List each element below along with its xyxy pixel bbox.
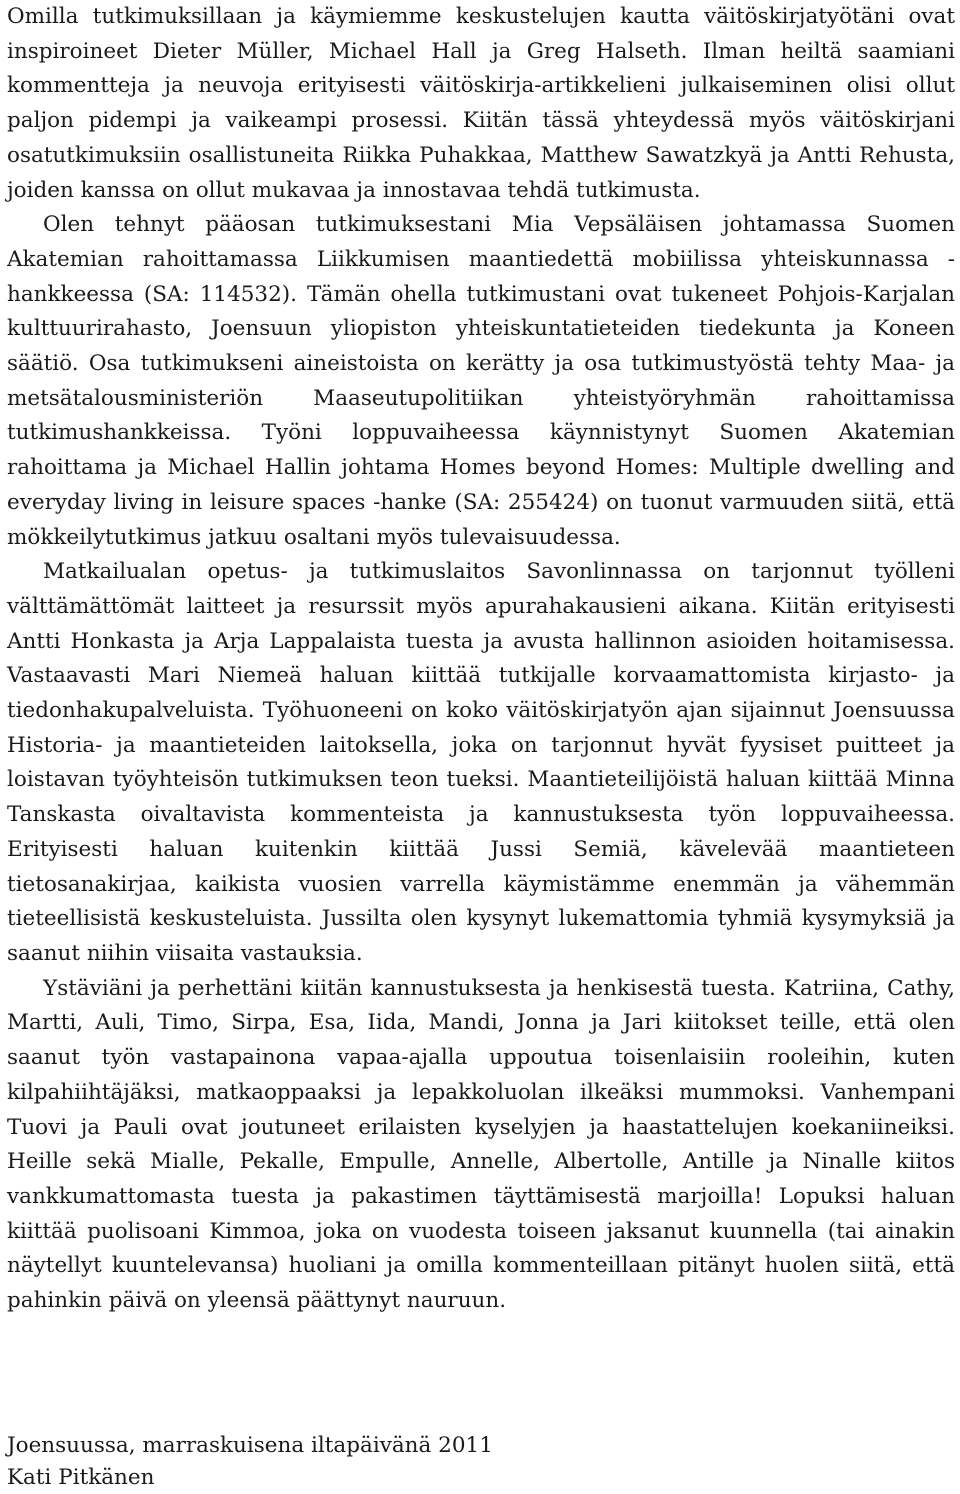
paragraph-institutions: Matkailualan opetus- ja tutkimuslaitos Savonlinnassa on tarjonnut työlleni välttämättömät laitteet ja resurssit myös apurahakausieni aikana. Kiitän erityisesti Antti Honkasta ja Arja Lappalaista tuesta ja avusta hallinnon asioiden hoitamisessa. Vastaavasti Mari Niemeä haluan kiittää tutkijalle korvaamattomista kirjasto- ja tiedonhakupalveluista. Työhuoneeni on koko väitöskirjatyön ajan sijainnut Joensuussa Historia- ja maantieteiden laitoksella, joka on tarjonnut hyvät fyysiset puitteet ja loistavan työyhteisön tutkimuksen teon tueksi. Maantieteilijöistä haluan kiittää Minna Tanskasta oivaltavista kommenteista ja kannustuksesta työn loppuvaiheessa. Erityisesti haluan kuitenkin kiittää Jussi Semiä, kävelevää maantieteen tietosanakirjaa, kaikista vuosien varrella käymistämme enemmän ja vähemmän tieteellisistä keskusteluista. Jussilta olen kysynyt lukemattomia tyhmiä kysymyksiä ja saanut niihin viisaita vastauksia.	[7, 559, 955, 966]
paragraph-funding: Olen tehnyt pääosan tutkimuksestani Mia Vepsäläisen johtamassa Suomen Akatemian rahoittamassa Liikkumisen maantiedettä mobiilissa yhteiskunnassa -hankkeessa (SA: 114532). Tämän ohella tutkimustani ovat tukeneet Pohjois-Karjalan kulttuurirahasto, Joensuun yliopiston yhteiskuntatieteiden tiedekunta ja Koneen säätiö. Osa tutkimukseni aineistoista on kerätty ja osa tutkimustyöstä tehty Maa- ja metsätalousministeriön Maaseutupolitiikan yhteistyöryhmän rahoittamissa tutkimushankkeissa. Työni loppuvaiheessa käynnistynyt Suomen Akatemian rahoittama ja Michael Hallin johtama Homes beyond Homes: Multiple dwelling and everyday living in leisure spaces -hanke (SA: 255424) on tuonut varmuuden siitä, että mökkeilytutkimus jatkuu osaltani myös tulevaisuudessa.	[7, 212, 955, 550]
acknowledgements-text	[7, 0, 955, 1319]
paragraph-influences: Omilla tutkimuksillaan ja käymiemme keskustelujen kautta väitöskirjatyötäni ovat inspiroineet Dieter Müller, Michael Hall ja Greg Halseth. Ilman heiltä saamiani kommentteja ja neuvoja erityisesti väitöskirja-artikkelieni julkaiseminen olisi ollut paljon pidempi ja vaikeampi prosessi. Kiitän tässä yhteydessä myös väitöskirjani osatutkimuksiin osallistuneita Riikka Puhakkaa, Matthew Sawatzkyä ja Antti Rehusta, joiden kanssa on ollut mukavaa ja innostavaa tehdä tutkimusta.	[7, 4, 955, 203]
signature-block	[7, 1430, 493, 1494]
signature-place-date: Joensuussa, marraskuisena iltapäivänä 2011	[7, 1433, 493, 1458]
paragraph-family: Ystäviäni ja perhettäni kiitän kannustuksesta ja henkisestä tuesta. Katriina, Cathy, Martti, Auli, Timo, Sirpa, Esa, Iida, Mandi, Jonna ja Jari kiitokset teille, että olen saanut työn vastapainona vapaa-ajalla uppoutua toisenlaisiin rooleihin, kuten kilpahiihtäjäksi, matkaoppaaksi ja lepakkoluolan ilkeäksi mummoksi. Vanhempani Tuovi ja Pauli ovat joutuneet erilaisten kyselyjen ja haastattelujen koekaniineiksi. Heille sekä Mialle, Pekalle, Empulle, Annelle, Albertolle, Antille ja Ninalle kiitos vankkumattomasta tuesta ja pakastimen täyttämisestä marjoilla! Lopuksi haluan kiittää puolisoani Kimmoa, joka on vuodesta toiseen jaksanut kuunnella (tai ainakin näytellyt kuuntelevansa) huoliani ja omilla kommenteillaan pitänyt huolen siitä, että pahinkin päivä on yleensä päättynyt nauruun.	[7, 975, 955, 1314]
signature-author: Kati Pitkänen	[7, 1465, 155, 1490]
